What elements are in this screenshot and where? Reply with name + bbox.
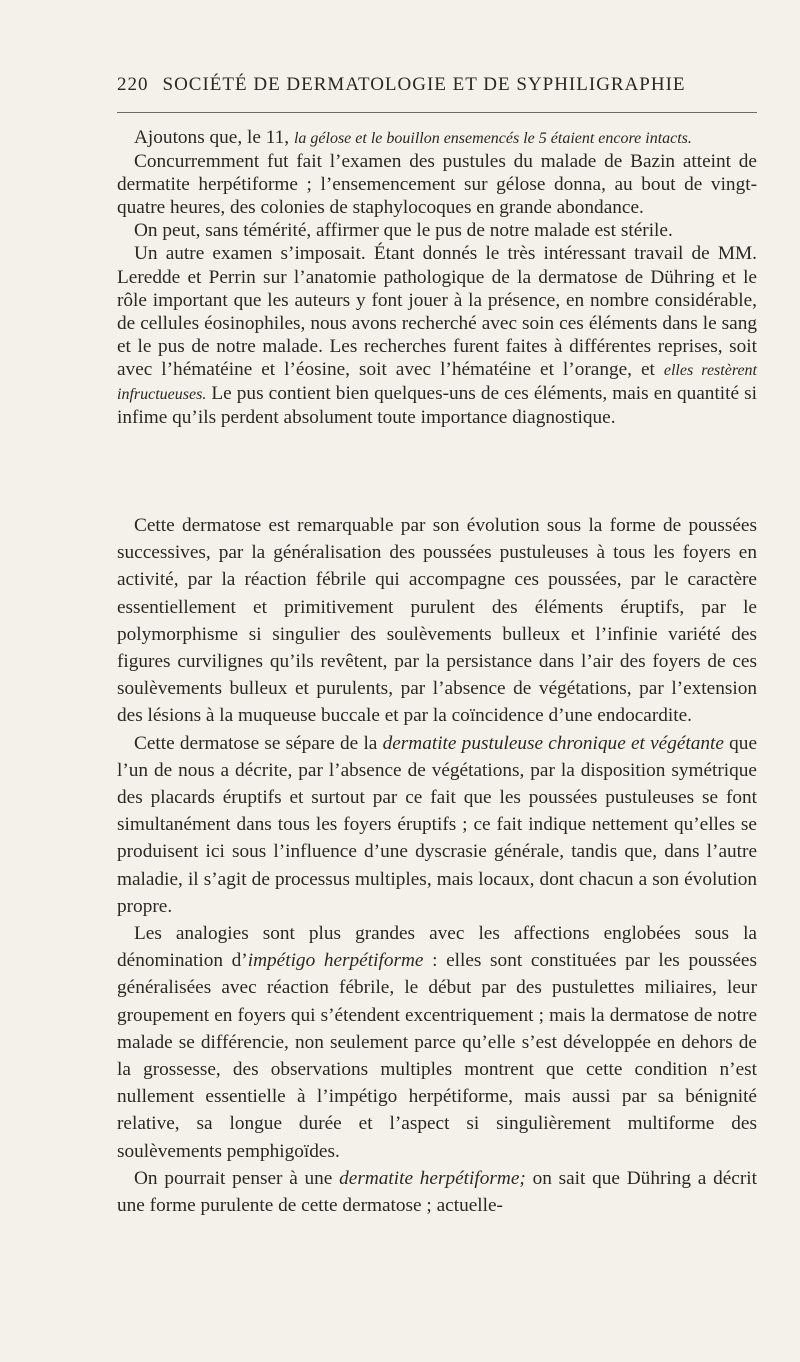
page-number: 220	[117, 74, 149, 95]
paragraph: Les analogies sont plus grandes avec les affections englobées sous la dénomination d’impétigo herpétiforme : elles sont constituées par les poussées généralisées avec réaction fébrile, le début par des pustulettes miliaires, leur groupement en foyers qui s’étendent excentriquement ; mais la dermatose de notre malade se différencie, non seulement parce qu’elle s’est développée en dehors de la grossesse, des observations multiples montrent que cette condition n’est nullement essentielle à l’impétigo herpétiforme, mais aussi par sa bénignité relative, sa longue durée et l’aspect si singulièrement multiforme des soulèvements pemphigoïdes.	[117, 923, 757, 1162]
section-lab-results	[117, 126, 757, 429]
paragraph: Cette dermatose est remarquable par son évolution sous la forme de poussées successives, par la généralisation des poussées pustuleuses à tous les foyers en activité, par la réaction fébrile qui accompagne ces poussées, par le caractère essentiellement et primitivement purulent des éléments éruptifs, par le polymorphisme si singulier des soulèvements bulleux et l’infinie variété des figures curvilignes qu’ils revêtent, par la persistance dans l’air des foyers de ces soulèvements bulleux et purulents, par l’absence de végétations, par l’extension des lésions à la muqueuse buccale et par la coïncidence d’une endocardite.	[117, 515, 757, 727]
header-rule	[117, 112, 757, 113]
paragraph: On pourrait penser à une dermatite herpétiforme; on sait que Dühring a décrit une forme purulente de cette dermatose ; actuelle-	[117, 1167, 757, 1217]
paragraph: Un autre examen s’imposait. Étant donnés le très intéressant travail de MM. Leredde et Perrin sur l’anatomie pathologique de la dermatose de Dühring et le rôle important que les auteurs y font jouer à la présence, en nombre considérable, de cellules éosinophiles, nous avons recherché avec soin ces éléments dans le sang et le pus de notre malade. Les recherches furent faites à différentes reprises, soit avec l’hématéine et l’éosine, soit avec l’hématéine et l’orange, et elles restèrent infructueuses. Le pus contient bien quelques-uns de ces éléments, mais en quantité si infime qu’ils perdent absolument toute importance diagnostique.	[117, 243, 757, 429]
paragraph: Ajoutons que, le 11, la gélose et le bouillon ensemencés le 5 étaient encore intacts.	[134, 127, 692, 148]
paragraph: On peut, sans témérité, affirmer que le pus de notre malade est stérile.	[134, 220, 673, 242]
section-discussion	[117, 512, 757, 1219]
paragraph: Concurremment fut fait l’examen des pustules du malade de Bazin atteint de dermatite herpétiforme ; l’ensemencement sur gélose donna, au bout de vingt-quatre heures, des colonies de staphylocoques en grande abondance.	[117, 151, 757, 219]
running-title: SOCIÉTÉ DE DERMATOLOGIE ET DE SYPHILIGRAPHIE	[162, 74, 686, 95]
running-header	[117, 74, 757, 96]
paragraph: Cette dermatose se sépare de la dermatite pustuleuse chronique et végétante que l’un de nous a décrite, par l’absence de végétations, par la disposition symétrique des placards éruptifs et surtout par ce fait que les poussées pustuleuses se font simultanément dans tous les foyers éruptifs ; ce fait indique nettement qu’elles se produisent ici sous l’influence d’une dyscrasie générale, tandis que, dans l’autre maladie, il s’agit de processus multiples, mais locaux, dont chacun a son évolution propre.	[117, 732, 757, 917]
